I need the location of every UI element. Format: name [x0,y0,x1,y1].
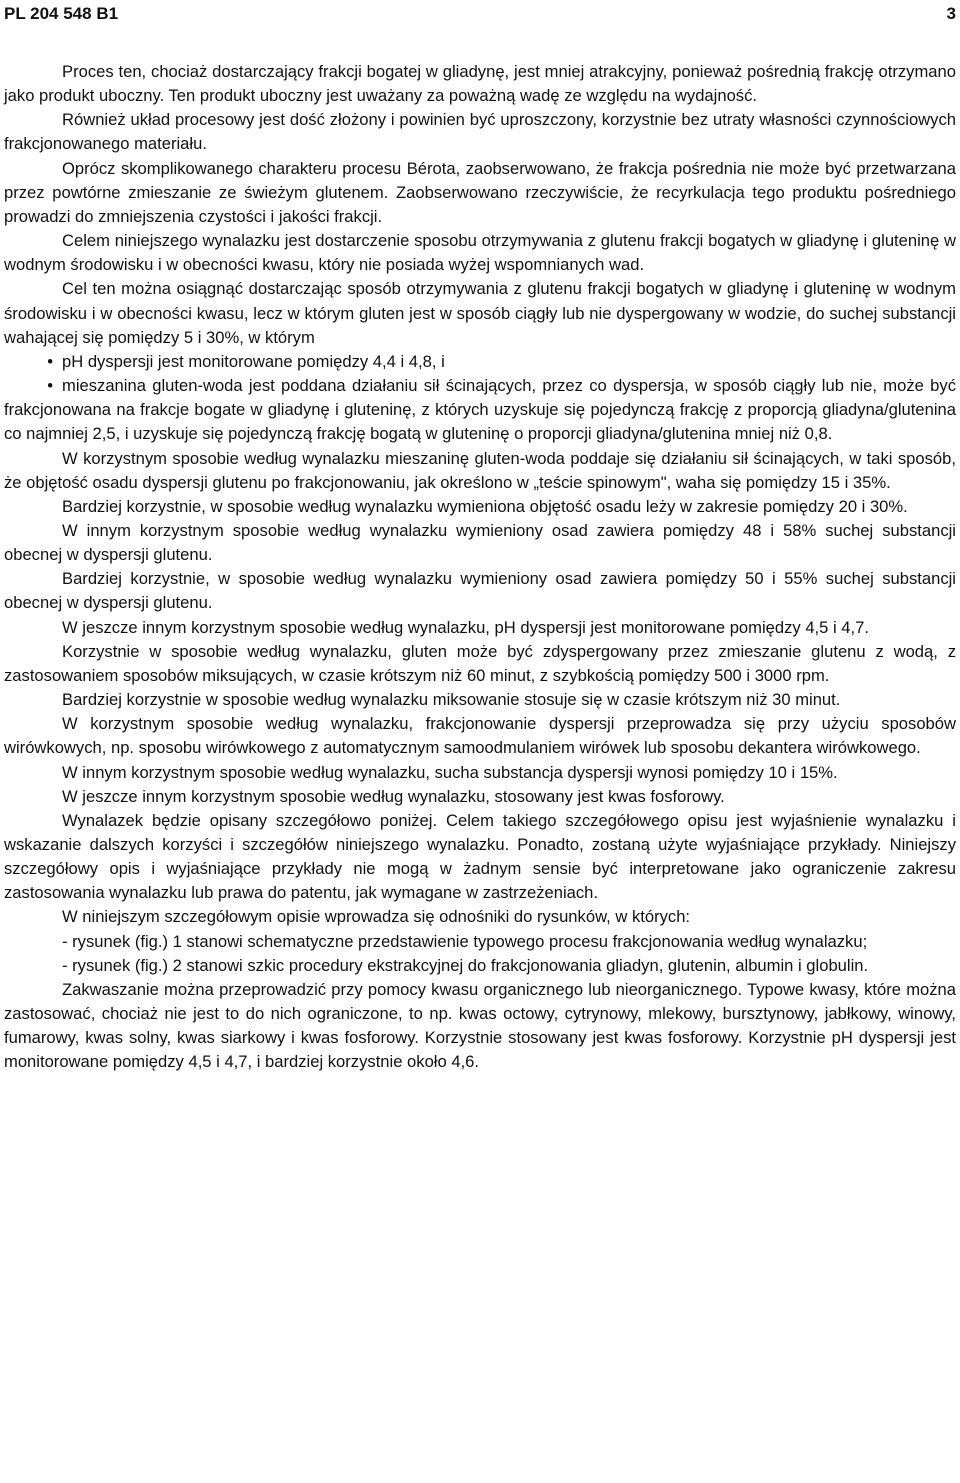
paragraph: Bardziej korzystnie, w sposobie według wynalazku wymieniona objętość osadu leży w zakresie pomiędzy 20 i 30%. [62,496,908,516]
paragraph: W korzystnym sposobie według wynalazku, frakcjonowanie dyspersji przeprowadza się przy użyciu sposobów wirówkowych, np. sposobu wirówkowego z automatycznym samoodmulaniem wirówek lub sposobu dekantera wirówkowego. [4,714,956,758]
bullet-icon: • [47,376,53,396]
document-body [4,60,956,1075]
paragraph: W innym korzystnym sposobie według wynalazku, sucha substancja dyspersji wynosi pomiędzy 10 i 15%. [62,762,838,782]
paragraph: Korzystnie w sposobie według wynalazku, gluten może być zdyspergowany przez zmieszanie glutenu z wodą, z zastosowaniem sposobów miksujących, w czasie krótszym niż 60 minut, z szybkością pomiędzy 500 i 3000 rpm. [4,641,956,685]
paragraph: W niniejszym szczegółowym opisie wprowadza się odnośniki do rysunków, w których: [62,907,691,927]
figure-reference-item: - rysunek (fig.) 1 stanowi schematyczne przedstawienie typowego procesu frakcjonowania według wynalazku; [62,931,868,951]
paragraph: W korzystnym sposobie według wynalazku mieszaninę gluten-woda poddaje się działaniu sił ścinających, w taki sposób, że objętość osadu dyspersji glutenu po frakcjonowaniu, jak określono w „teście spinowym", waha się pomiędzy 15 i 35%. [4,448,956,492]
figure-reference-item: - rysunek (fig.) 2 stanowi szkic procedury ekstrakcyjnej do frakcjonowania gliadyn, glutenin, albumin i globulin. [62,955,869,975]
bullet-text: mieszanina gluten-woda jest poddana działaniu sił ścinających, przez co dyspersja, w sposób ciągły lub nie, może być frakcjonowana na frakcje bogate w gliadynę i gluteninę, z których uzyskuje się pojedynczą frakcję z proporcją gliadyna/glutenina co najmniej 2,5, i uzyskuje się pojedynczą frakcję bogatą w gluteninę o proporcji gliadyna/glutenina mniej niż 0,8. [4,376,956,444]
document-page [4,0,957,1483]
bullet-icon: • [47,351,53,371]
paragraph: Celem niniejszego wynalazku jest dostarczenie sposobu otrzymywania z glutenu frakcji bogatych w gliadynę i gluteninę w wodnym środowisku i w obecności kwasu, który nie posiada wyżej wspomnianych wad. [4,231,956,275]
bullet-item [4,350,956,374]
paragraph: Oprócz skomplikowanego charakteru procesu Bérota, zaobserwowano, że frakcja pośrednia nie może być przetwarzana przez powtórne zmieszanie ze świeżym glutenem. Zaobserwowano rzeczywiście, że recyrkulacja tego produktu pośredniego prowadzi do zmniejszenia czystości i jakości frakcji. [4,158,956,226]
paragraph: Bardziej korzystnie, w sposobie według wynalazku wymieniony osad zawiera pomiędzy 50 i 55% suchej substancji obecnej w dyspersji glutenu. [4,569,956,613]
bullet-item [4,374,956,446]
paragraph: Proces ten, chociaż dostarczający frakcji bogatej w gliadynę, jest mniej atrakcyjny, ponieważ pośrednią frakcję otrzymano jako produkt uboczny. Ten produkt uboczny jest uważany za poważną wadę ze względu na wydajność. [4,62,956,106]
paragraph: Również układ procesowy jest dość złożony i powinien być uproszczony, korzystnie bez utraty własności czynnościowych frakcjonowanego materiału. [4,110,956,154]
page-header [4,4,956,26]
bullet-text: pH dyspersji jest monitorowane pomiędzy 4,4 i 4,8, i [62,351,445,371]
paragraph: Bardziej korzystnie w sposobie według wynalazku miksowanie stosuje się w czasie krótszym niż 30 minut. [62,690,841,710]
paragraph: Wynalazek będzie opisany szczegółowo poniżej. Celem takiego szczegółowego opisu jest wyjaśnienie wynalazku i wskazanie dalszych korzyści i szczegółów niniejszego wynalazku. Ponadto, zostaną użyte wyjaśniające przykłady. Niniejszy szczegółowy opis i wyjaśniające przykłady nie mogą w żadnym sensie być interpretowane jako ograniczenie zakresu zastosowania wynalazku lub prawa do patentu, jak wymagane w zastrzeżeniach. [4,810,956,903]
paragraph: W jeszcze innym korzystnym sposobie według wynalazku, stosowany jest kwas fosforowy. [62,786,725,806]
paragraph: Cel ten można osiągnąć dostarczając sposób otrzymywania z glutenu frakcji bogatych w gliadynę i gluteninę w wodnym środowisku i w obecności kwasu, lecz w którym gluten jest w sposób ciągły lub nie dyspergowany w wodzie, do suchej substancji wahającej się pomiędzy 5 i 30%, w którym [4,279,956,347]
paragraph: Zakwaszanie można przeprowadzić przy pomocy kwasu organicznego lub nieorganicznego. Typowe kwasy, które można zastosować, chociaż nie jest to do nich ograniczone, to np. kwas octowy, cytrynowy, mlekowy, bursztynowy, jabłkowy, winowy, fumarowy, kwas solny, kwas siarkowy i kwas fosforowy. Korzystnie stosowany jest kwas fosforowy. Korzystnie pH dyspersji jest monitorowane pomiędzy 4,5 i 4,7, i bardziej korzystnie około 4,6. [4,979,956,1072]
page-number: 3 [946,4,956,23]
paragraph: W jeszcze innym korzystnym sposobie według wynalazku, pH dyspersji jest monitorowane pomiędzy 4,5 i 4,7. [62,617,869,637]
patent-number: PL 204 548 B1 [4,4,119,23]
paragraph: W innym korzystnym sposobie według wynalazku wymieniony osad zawiera pomiędzy 48 i 58% suchej substancji obecnej w dyspersji glutenu. [4,520,956,565]
